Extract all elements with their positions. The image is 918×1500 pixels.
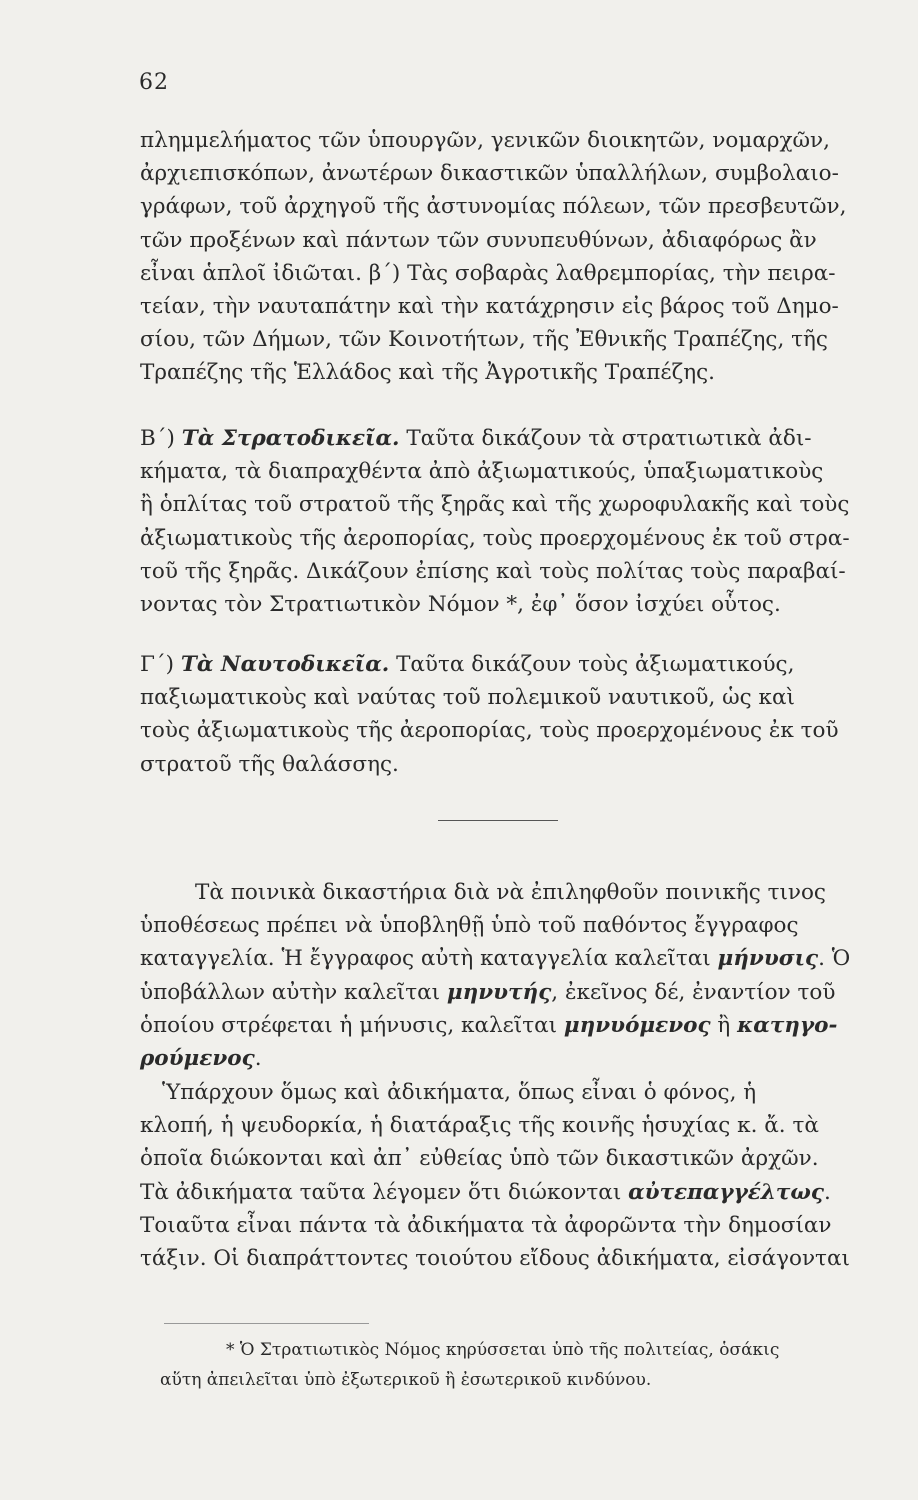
text-run: ὁποίου στρέφεται ἡ μήνυσις, καλεῖται [140, 1012, 558, 1038]
term-complaint: μήνυσις [717, 946, 819, 972]
section-first-line [140, 422, 910, 455]
text-line: νοντας τὸν Στρατιωτικὸν Νόμον *, ἐφ᾿ ὅσον ἰσχύει οὗτος. [140, 592, 781, 618]
text-run: , ἐκεῖνος δέ, ἐναντίον τοῦ [551, 979, 836, 1005]
term-complainant: μηνυτής [446, 979, 552, 1005]
text-line: παξιωματικοὺς καὶ ναύτας τοῦ πολεμικοῦ ναυτικοῦ, ὡς καὶ [140, 685, 795, 711]
text-run: Τὰ ἀδικήματα ταῦτα λέγομεν ὅτι διώκονται [140, 1179, 622, 1205]
text-run: ἢ [710, 1012, 738, 1038]
text-run: . [823, 1179, 831, 1205]
text-run: . [254, 1046, 262, 1072]
term-ex-officio: αὐτεπαγγέλτως [628, 1179, 824, 1205]
text-line: τείαν, τὴν ναυταπάτην καὶ τὴν κατάχρησιν εἰς βάρος τοῦ Δημο- [140, 294, 839, 320]
text-line: στρατοῦ τῆς θαλάσσης. [140, 751, 399, 777]
section-naval-courts [140, 648, 910, 781]
paragraph-jurisdiction-continued [140, 124, 910, 390]
text-run: Ταῦτα δικάζουν τοὺς ἀξιωματικούς, [396, 652, 795, 677]
section-first-line [140, 648, 910, 681]
text-line: τάξιν. Οἱ διαπράττοντες τοιούτου εἴδους ἀδικήματα, εἰσάγονται [140, 1246, 850, 1272]
text-line: Ὑπάρχουν ὅμως καὶ ἀδικήματα, ὅπως εἶναι ὁ φόνος, ἡ [162, 1080, 757, 1105]
text-line: κλοπή, ἡ ψευδορκία, ἡ διατάραξις τῆς κοινῆς ἡσυχίας κ. ἄ. τὰ [140, 1113, 819, 1139]
footnote-rule [164, 1323, 369, 1324]
text-line: τοῦ τῆς ξηρᾶς. Δικάζουν ἐπίσης καὶ τοὺς πολίτας τοὺς παραβαί- [140, 558, 846, 584]
text-line [140, 1009, 910, 1042]
text-line: ὁποῖα διώκονται καὶ ἀπ᾿ εὐθείας ὑπὸ τῶν δικαστικῶν ἀρχῶν. [140, 1146, 819, 1172]
text-line: Τοιαῦτα εἶναι πάντα τὰ ἀδικήματα τὰ ἀφορῶντα τὴν δημοσίαν [140, 1212, 832, 1238]
text-line: ὑποθέσεως πρέπει νὰ ὑποβληθῇ ὑπὸ τοῦ παθόντος ἔγγραφος [140, 913, 799, 939]
section-divider [438, 820, 558, 821]
text-line: Τραπέζης τῆς Ἑλλάδος καὶ τῆς Ἀγροτικῆς Τραπέζης. [140, 360, 715, 386]
term-defendant: μηνυόμενος [563, 1012, 711, 1038]
text-line: σίου, τῶν Δήμων, τῶν Κοινοτήτων, τῆς Ἐθνικῆς Τραπέζης, τῆς [140, 327, 828, 353]
text-run: Ταῦτα δικάζουν τὰ στρατιωτικὰ ἀδι- [406, 426, 812, 451]
text-line: τῶν προξένων καὶ πάντων τῶν συνυπευθύνων, ἀδιαφόρως ἂν [140, 227, 817, 253]
text-line: ἀρχιεπισκόπων, ἀνωτέρων δικαστικῶν ὑπαλλήλων, συμβολαιο- [140, 161, 839, 187]
footnote [160, 1335, 910, 1395]
text-line [140, 942, 910, 975]
page-number: 62 [139, 70, 169, 95]
text-line: πλημμελήματος τῶν ὑπουργῶν, γενικῶν διοικητῶν, νομαρχῶν, [140, 128, 830, 153]
text-line: Τὰ ποινικὰ δικαστήρια διὰ νὰ ἐπιληφθοῦν ποινικῆς τινος [195, 880, 826, 905]
term-accused-cont: ρούμενος [140, 1046, 255, 1072]
paragraph-ex-officio [140, 1076, 910, 1275]
text-run: ὑποβάλλων αὐτὴν καλεῖται [140, 979, 441, 1005]
paragraph-complaint [140, 876, 910, 1075]
text-run: . Ὁ [818, 946, 851, 972]
text-line: κήματα, τὰ διαπραχθέντα ἀπὸ ἀξιωματικούς, ὑπαξιωματικοὺς [140, 459, 824, 485]
footnote-line: * Ὁ Στρατιωτικὸς Νόμος κηρύσσεται ὑπὸ τῆς πολιτείας, ὁσάκις [226, 1340, 780, 1360]
text-line: ἢ ὁπλίτας τοῦ στρατοῦ τῆς ξηρᾶς καὶ τῆς χωροφυλακῆς καὶ τοὺς [140, 492, 850, 518]
term-accused: κατηγο- [737, 1012, 838, 1038]
text-run: καταγγελία. Ἡ ἔγγραφος αὐτὴ καταγγελία καλεῖται [140, 946, 711, 972]
section-prefix: Β΄) [140, 426, 175, 451]
text-line: γράφων, τοῦ ἀρχηγοῦ τῆς ἀστυνομίας πόλεων, τῶν πρεσβευτῶν, [140, 194, 847, 220]
footnote-line: αὕτη ἀπειλεῖται ὑπὸ ἐξωτερικοῦ ἢ ἐσωτερικοῦ κινδύνου. [160, 1370, 652, 1390]
text-line: εἶναι ἁπλοῖ ἰδιῶται. β΄) Τὰς σοβαρὰς λαθρεμπορίας, τὴν πειρα- [140, 260, 836, 286]
text-line [140, 1176, 910, 1209]
text-line: τοὺς ἀξιωματικοὺς τῆς ἀεροπορίας, τοὺς προερχομένους ἐκ τοῦ [140, 718, 839, 744]
section-prefix: Γ΄) [140, 652, 175, 677]
section-heading: Τὰ Στρατοδικεῖα. [181, 426, 400, 451]
text-line: ἀξιωματικοὺς τῆς ἀεροπορίας, τοὺς προερχομένους ἐκ τοῦ στρα- [140, 525, 850, 551]
section-heading: Τὰ Ναυτοδικεῖα. [180, 652, 390, 677]
section-military-courts [140, 422, 910, 621]
text-line [140, 976, 910, 1009]
text-line [140, 1042, 910, 1075]
